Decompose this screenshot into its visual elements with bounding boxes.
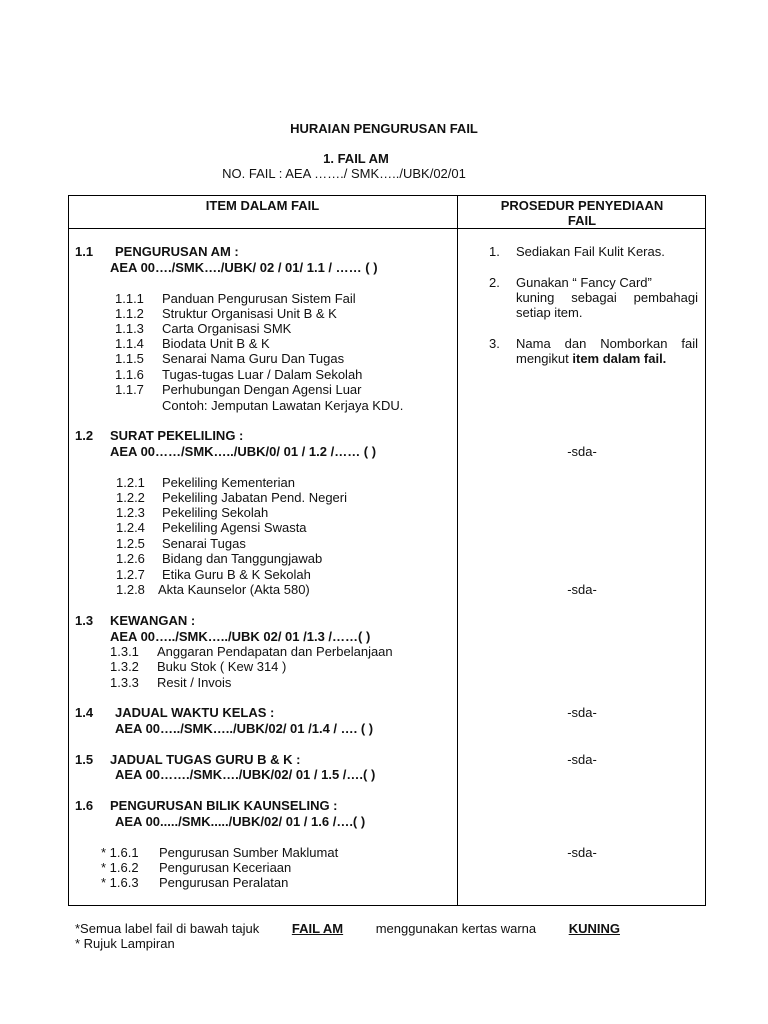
procedure-step-cont: kuning sebagai pembahagi [516, 290, 698, 305]
section-number: 1.1 [75, 244, 94, 259]
list-item-text: Carta Organisasi SMK [162, 321, 292, 336]
list-item-example: Contoh: Jemputan Lawatan Kerjaya KDU. [162, 398, 404, 413]
footer-note-emphasis: KUNING [568, 921, 620, 936]
table-header-divider [68, 228, 706, 229]
same-as-above-label: -sda- [567, 444, 597, 459]
list-item-number: 1.2.6 [116, 551, 145, 566]
section-heading: JADUAL WAKTU KELAS : [115, 705, 275, 720]
column-header-procedure-cont: FAIL [567, 213, 597, 228]
list-item-number: 1.2.1 [116, 475, 145, 490]
list-item-number: 1.2.7 [116, 567, 145, 582]
section-file-code: AEA 00……./SMK…./UBK/02/ 01 / 1.5 /….( ) [115, 767, 376, 782]
same-as-above-label: -sda- [567, 752, 597, 767]
section-title: 1. FAIL AM [323, 151, 389, 166]
table-column-divider [457, 195, 458, 906]
list-item-number: 1.2.4 [116, 520, 145, 535]
section-file-code: AEA 00...../SMK...../UBK/02/ 01 / 1.6 /….( ) [115, 814, 366, 829]
same-as-above-label: -sda- [567, 582, 597, 597]
list-item-number: 1.2.2 [116, 490, 145, 505]
list-item-text: Pekeliling Sekolah [162, 505, 269, 520]
list-item-number: * 1.6.1 [101, 845, 139, 860]
list-item-number: 1.1.4 [115, 336, 144, 351]
list-item-text: Tugas-tugas Luar / Dalam Sekolah [162, 367, 363, 382]
list-item-text: Anggaran Pendapatan dan Perbelanjaan [157, 644, 393, 659]
section-file-number: NO. FAIL : AEA ……./ SMK…../UBK/02/01 [222, 166, 466, 181]
list-item-number: 1.1.2 [115, 306, 144, 321]
column-header-procedure: PROSEDUR PENYEDIAAN [500, 198, 664, 213]
list-item-number: 1.1.5 [115, 351, 144, 366]
section-number: 1.6 [75, 798, 94, 813]
list-item-text: Buku Stok ( Kew 314 ) [157, 659, 287, 674]
list-item-number: 1.3.3 [110, 675, 139, 690]
section-file-code: AEA 00…../SMK…../UBK/02/ 01 /1.4 / …. ( ) [115, 721, 374, 736]
list-item-text: Bidang dan Tanggungjawab [162, 551, 323, 566]
list-item-text: Perhubungan Dengan Agensi Luar [162, 382, 362, 397]
list-item-number: * 1.6.2 [101, 860, 139, 875]
section-number: 1.3 [75, 613, 94, 628]
procedure-number: 3. [489, 336, 500, 351]
section-file-code: AEA 00…./SMK…./UBK/ 02 / 01/ 1.1 / …… ( ) [110, 260, 378, 275]
list-item-number: 1.1.7 [115, 382, 144, 397]
list-item-text: Resit / Invois [157, 675, 232, 690]
section-heading: PENGURUSAN BILIK KAUNSELING : [110, 798, 338, 813]
section-heading: JADUAL TUGAS GURU B & K : [110, 752, 301, 767]
column-header-items: ITEM DALAM FAIL [205, 198, 320, 213]
footer-note [75, 921, 620, 936]
list-item-number: 1.2.8 [116, 582, 145, 597]
list-item-text: Pekeliling Agensi Swasta [162, 520, 307, 535]
footer-note-emphasis: FAIL AM [291, 921, 344, 936]
list-item-text: Struktur Organisasi Unit B & K [162, 306, 337, 321]
section-file-code: AEA 00……/SMK…../UBK/0/ 01 / 1.2 /…… ( ) [110, 444, 377, 459]
section-number: 1.4 [75, 705, 94, 720]
list-item-text: Pengurusan Keceriaan [159, 860, 292, 875]
section-heading: SURAT PEKELILING : [110, 428, 244, 443]
section-number: 1.5 [75, 752, 94, 767]
list-item-text: Senarai Tugas [162, 536, 246, 551]
list-item-text: Akta Kaunselor (Akta 580) [158, 582, 310, 597]
procedure-step-cont [516, 351, 666, 366]
procedure-step: Gunakan “ Fancy Card” [516, 275, 652, 290]
procedure-number: 1. [489, 244, 500, 259]
list-item-number: 1.3.1 [110, 644, 139, 659]
list-item-text: Pengurusan Peralatan [159, 875, 289, 890]
section-heading: PENGURUSAN AM : [115, 244, 239, 259]
section-number: 1.2 [75, 428, 94, 443]
footer-note-text: *Semua label fail di bawah tajuk [75, 921, 260, 936]
list-item-text: Etika Guru B & K Sekolah [162, 567, 311, 582]
list-item-text: Pekeliling Kementerian [162, 475, 295, 490]
list-item-text: Pekeliling Jabatan Pend. Negeri [162, 490, 348, 505]
procedure-step-cont: setiap item. [516, 305, 583, 320]
list-item-text: Panduan Pengurusan Sistem Fail [162, 291, 356, 306]
section-file-code: AEA 00…../SMK…../UBK 02/ 01 /1.3 /……( ) [110, 629, 371, 644]
list-item-number: * 1.6.3 [101, 875, 139, 890]
procedure-step: Nama dan Nomborkan fail [516, 336, 698, 351]
footer-note-text: menggunakan kertas warna [375, 921, 537, 936]
procedure-step: Sediakan Fail Kulit Keras. [516, 244, 665, 259]
list-item-text: Pengurusan Sumber Maklumat [159, 845, 339, 860]
list-item-number: 1.2.5 [116, 536, 145, 551]
procedure-number: 2. [489, 275, 500, 290]
document-title: HURAIAN PENGURUSAN FAIL [290, 121, 478, 136]
list-item-text: Senarai Nama Guru Dan Tugas [162, 351, 345, 366]
list-item-text: Biodata Unit B & K [162, 336, 270, 351]
footer-reference: * Rujuk Lampiran [75, 936, 175, 951]
same-as-above-label: -sda- [567, 845, 597, 860]
list-item-number: 1.1.6 [115, 367, 144, 382]
procedure-text: mengikut [516, 351, 569, 366]
list-item-number: 1.1.1 [115, 291, 144, 306]
list-item-number: 1.1.3 [115, 321, 144, 336]
section-heading: KEWANGAN : [110, 613, 196, 628]
same-as-above-label: -sda- [567, 705, 597, 720]
procedure-emphasis: item dalam fail. [572, 351, 667, 366]
list-item-number: 1.2.3 [116, 505, 145, 520]
list-item-number: 1.3.2 [110, 659, 139, 674]
